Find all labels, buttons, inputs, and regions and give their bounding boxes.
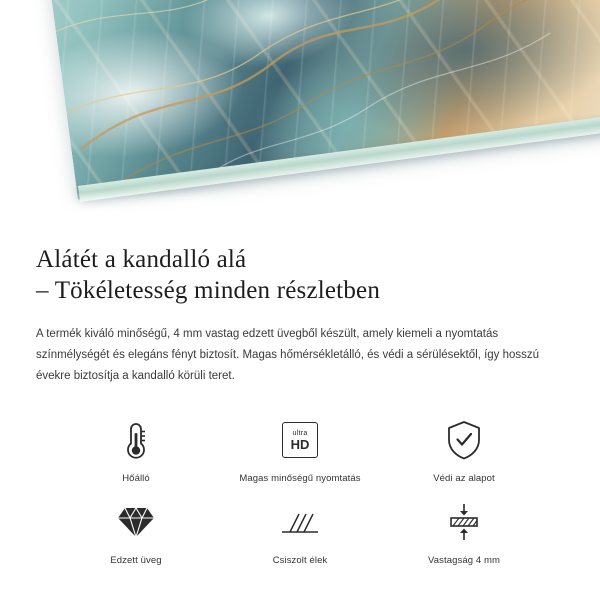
thermometer-icon: [111, 417, 161, 463]
feature-item-surface-protection: [382, 417, 546, 485]
feature-item-thickness: [382, 499, 546, 567]
ultra-hd-badge-top: ultra: [292, 429, 308, 437]
thickness-arrows-icon: [439, 499, 489, 545]
hero-bottom-fade: [0, 192, 600, 218]
shield-check-icon: [439, 417, 489, 463]
ultra-hd-badge-bottom: HD: [290, 436, 310, 452]
feature-label: Védi az alapot: [433, 473, 495, 484]
feature-item-tempered-glass: [54, 499, 218, 567]
description-paragraph: A termék kiváló minőségű, 4 mm vastag edzett üvegből készült, amely kiemeli a nyomtatás színmélységét és elegáns fényt biztosít. Magas hőmérsékletálló, és védi a sérülésektől, így hosszú évekre biztosítja a kandalló körüli teret.: [36, 328, 540, 382]
page-title-line-2: – Tökéletesség minden részletben: [36, 277, 381, 304]
hero-image-inner: [0, 0, 600, 218]
feature-item-print-quality: [218, 417, 382, 485]
page-title-line-1: Alátét a kandalló alá: [36, 246, 247, 273]
ultra-hd-icon: [275, 417, 325, 463]
feature-label: Csiszolt élek: [272, 555, 328, 566]
feature-item-heat-resistant: [54, 417, 218, 485]
feature-label: Vastagság 4 mm: [428, 555, 500, 566]
feature-grid: [36, 417, 564, 567]
feature-label: Hőálló: [122, 473, 150, 484]
feature-label: Edzett üveg: [110, 555, 162, 566]
polished-edges-icon: [275, 499, 325, 545]
content-area: [0, 218, 600, 567]
hero-image: [0, 0, 600, 218]
diamond-icon: [111, 499, 161, 545]
ultra-hd-badge: [282, 422, 318, 458]
feature-item-polished-edges: [218, 499, 382, 567]
page-title: [36, 244, 564, 306]
feature-label: Magas minőségű nyomtatás: [239, 473, 361, 484]
